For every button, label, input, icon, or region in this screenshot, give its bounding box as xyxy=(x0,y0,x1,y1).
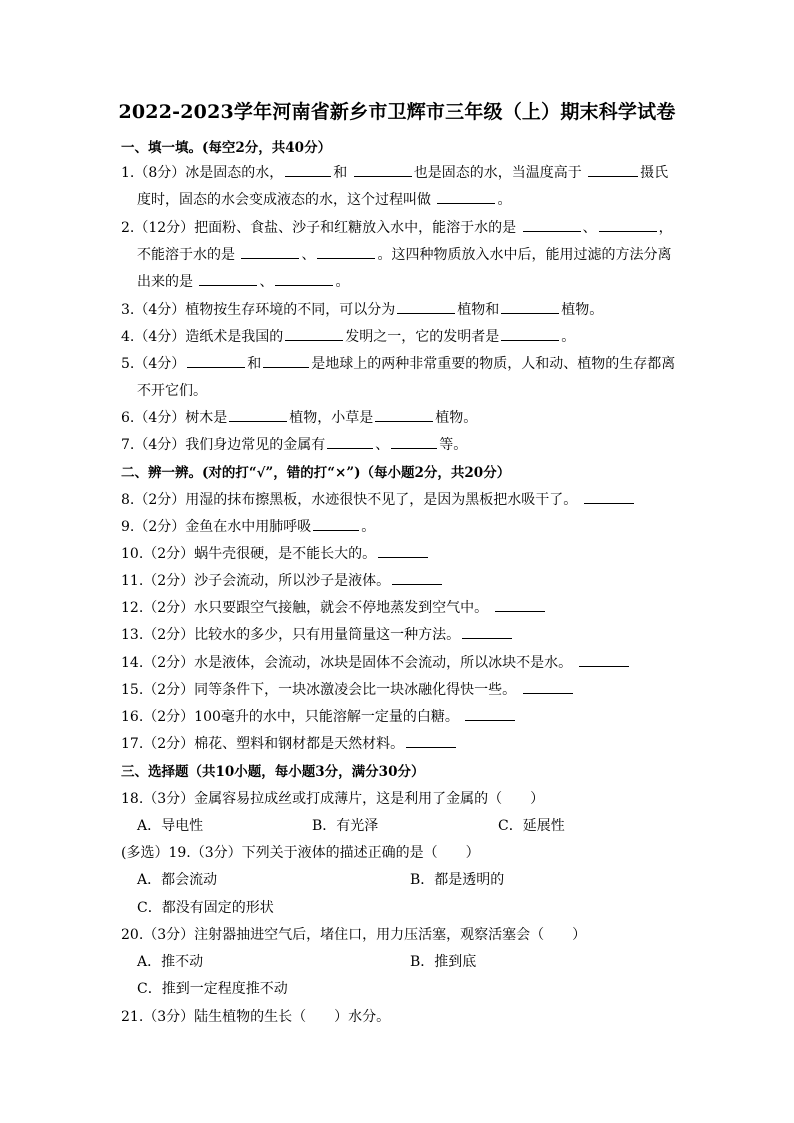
question-2-cont2: 出来的是 、 。 xyxy=(137,271,349,291)
section-heading-fill: 一、填一填。(每空2分，共40分） xyxy=(121,140,332,156)
answer-blank[interactable] xyxy=(588,162,638,177)
answer-blank[interactable] xyxy=(275,271,333,286)
answer-blank[interactable] xyxy=(462,624,512,639)
question-6: 6.（4分）树木是 植物，小草是 植物。 xyxy=(121,407,477,427)
answer-blank[interactable] xyxy=(437,189,495,204)
section-heading-choice: 三、选择题（共10小题，每小题3分，满分30分） xyxy=(121,764,425,780)
judge-question: 8.（2分）用湿的抹布擦黑板，水迹很快不见了，是因为黑板把水吸干了。 xyxy=(121,489,636,509)
judge-question: 13.（2分）比较水的多少，只有用量筒量这一种方法。 xyxy=(121,624,514,644)
question-3: 3.（4分）植物按生存环境的不同，可以分为 植物和 植物。 xyxy=(121,299,603,319)
answer-blank[interactable] xyxy=(495,597,545,612)
answer-blank[interactable] xyxy=(354,162,412,177)
question-1-cont: 度时，固态的水会变成液态的水，这个过程叫做 。 xyxy=(137,189,511,209)
answer-blank[interactable] xyxy=(229,407,287,422)
answer-blank[interactable] xyxy=(397,299,455,314)
answer-blank[interactable] xyxy=(584,489,634,504)
answer-blank[interactable] xyxy=(375,407,433,422)
option-a[interactable]: A．都会流动 xyxy=(137,872,218,888)
answer-blank[interactable] xyxy=(263,353,309,368)
answer-blank[interactable] xyxy=(392,570,442,585)
answer-blank[interactable] xyxy=(241,244,299,259)
answer-blank[interactable] xyxy=(327,434,373,449)
answer-blank[interactable] xyxy=(406,733,456,748)
option-c[interactable]: C．推到一定程度推不动 xyxy=(137,981,288,997)
answer-blank[interactable] xyxy=(523,679,573,694)
question-21-stem: 21.（3分）陆生植物的生长（ ）水分。 xyxy=(121,1009,391,1025)
question-1: 1.（8分）冰是固态的水， 和 也是固态的水，当温度高于 摄氏 xyxy=(121,162,668,182)
answer-blank[interactable] xyxy=(501,299,559,314)
judge-question: 9.（2分）金鱼在水中用肺呼吸 。 xyxy=(121,516,375,536)
question-20-stem: 20.（3分）注射器抽进空气后，堵住口，用力压活塞，观察活塞会（ ） xyxy=(121,927,587,943)
answer-blank[interactable] xyxy=(285,162,331,177)
answer-blank[interactable] xyxy=(523,217,581,232)
option-a[interactable]: A．推不动 xyxy=(137,954,204,970)
option-b[interactable]: B．推到底 xyxy=(410,954,477,970)
answer-blank[interactable] xyxy=(599,217,657,232)
judge-question: 11.（2分）沙子会流动，所以沙子是液体。 xyxy=(121,570,444,590)
question-19-stem: (多选）19.（3分）下列关于液体的描述正确的是（ ） xyxy=(121,845,480,861)
answer-blank[interactable] xyxy=(579,652,629,667)
answer-blank[interactable] xyxy=(378,543,428,558)
question-5: 5.（4分） 和 是地球上的两种非常重要的物质，人和动、植物的生存都离 xyxy=(121,353,675,373)
answer-blank[interactable] xyxy=(391,434,437,449)
judge-question: 15.（2分）同等条件下，一块冰激凌会比一块冰融化得快一些。 xyxy=(121,679,575,699)
answer-blank[interactable] xyxy=(465,706,515,721)
question-7: 7.（4分）我们身边常见的金属有 、 等。 xyxy=(121,434,467,454)
question-5-cont: 不开它们。 xyxy=(137,383,207,399)
answer-blank[interactable] xyxy=(199,271,257,286)
judge-question: 17.（2分）棉花、塑料和钢材都是天然材料。 xyxy=(121,733,458,753)
option-c[interactable]: C．延展性 xyxy=(498,818,565,834)
option-b[interactable]: B．都是透明的 xyxy=(410,872,505,888)
answer-blank[interactable] xyxy=(313,516,359,531)
judge-question: 12.（2分）水只要跟空气接触，就会不停地蒸发到空气中。 xyxy=(121,597,547,617)
question-2-cont: 不能溶于水的是 、 。这四种物质放入水中后，能用过滤的方法分离 xyxy=(137,244,671,264)
question-4: 4.（4分）造纸术是我国的 发明之一，它的发明者是 。 xyxy=(121,326,575,346)
judge-question: 14.（2分）水是液体，会流动，冰块是固体不会流动，所以冰块不是水。 xyxy=(121,652,631,672)
judge-question: 16.（2分）100毫升的水中，只能溶解一定量的白糖。 xyxy=(121,706,517,726)
option-b[interactable]: B．有光泽 xyxy=(312,818,379,834)
option-c[interactable]: C．都没有固定的形状 xyxy=(137,900,274,916)
answer-blank[interactable] xyxy=(285,326,343,341)
option-a[interactable]: A．导电性 xyxy=(137,818,204,834)
question-18-stem: 18.（3分）金属容易拉成丝或打成薄片，这是利用了金属的（ ） xyxy=(121,791,545,807)
answer-blank[interactable] xyxy=(187,353,245,368)
question-2: 2.（12分）把面粉、食盐、沙子和红糖放入水中，能溶于水的是 、 ， xyxy=(121,217,673,237)
judge-question: 10.（2分）蜗牛壳很硬，是不能长大的。 xyxy=(121,543,430,563)
section-heading-judge: 二、辨一辨。(对的打“√”，错的打“×”)（每小题2分，共20分） xyxy=(121,465,511,481)
answer-blank[interactable] xyxy=(501,326,559,341)
answer-blank[interactable] xyxy=(317,244,375,259)
page-title: 2022-2023学年河南省新乡市卫辉市三年级（上）期末科学试卷 xyxy=(118,101,676,123)
